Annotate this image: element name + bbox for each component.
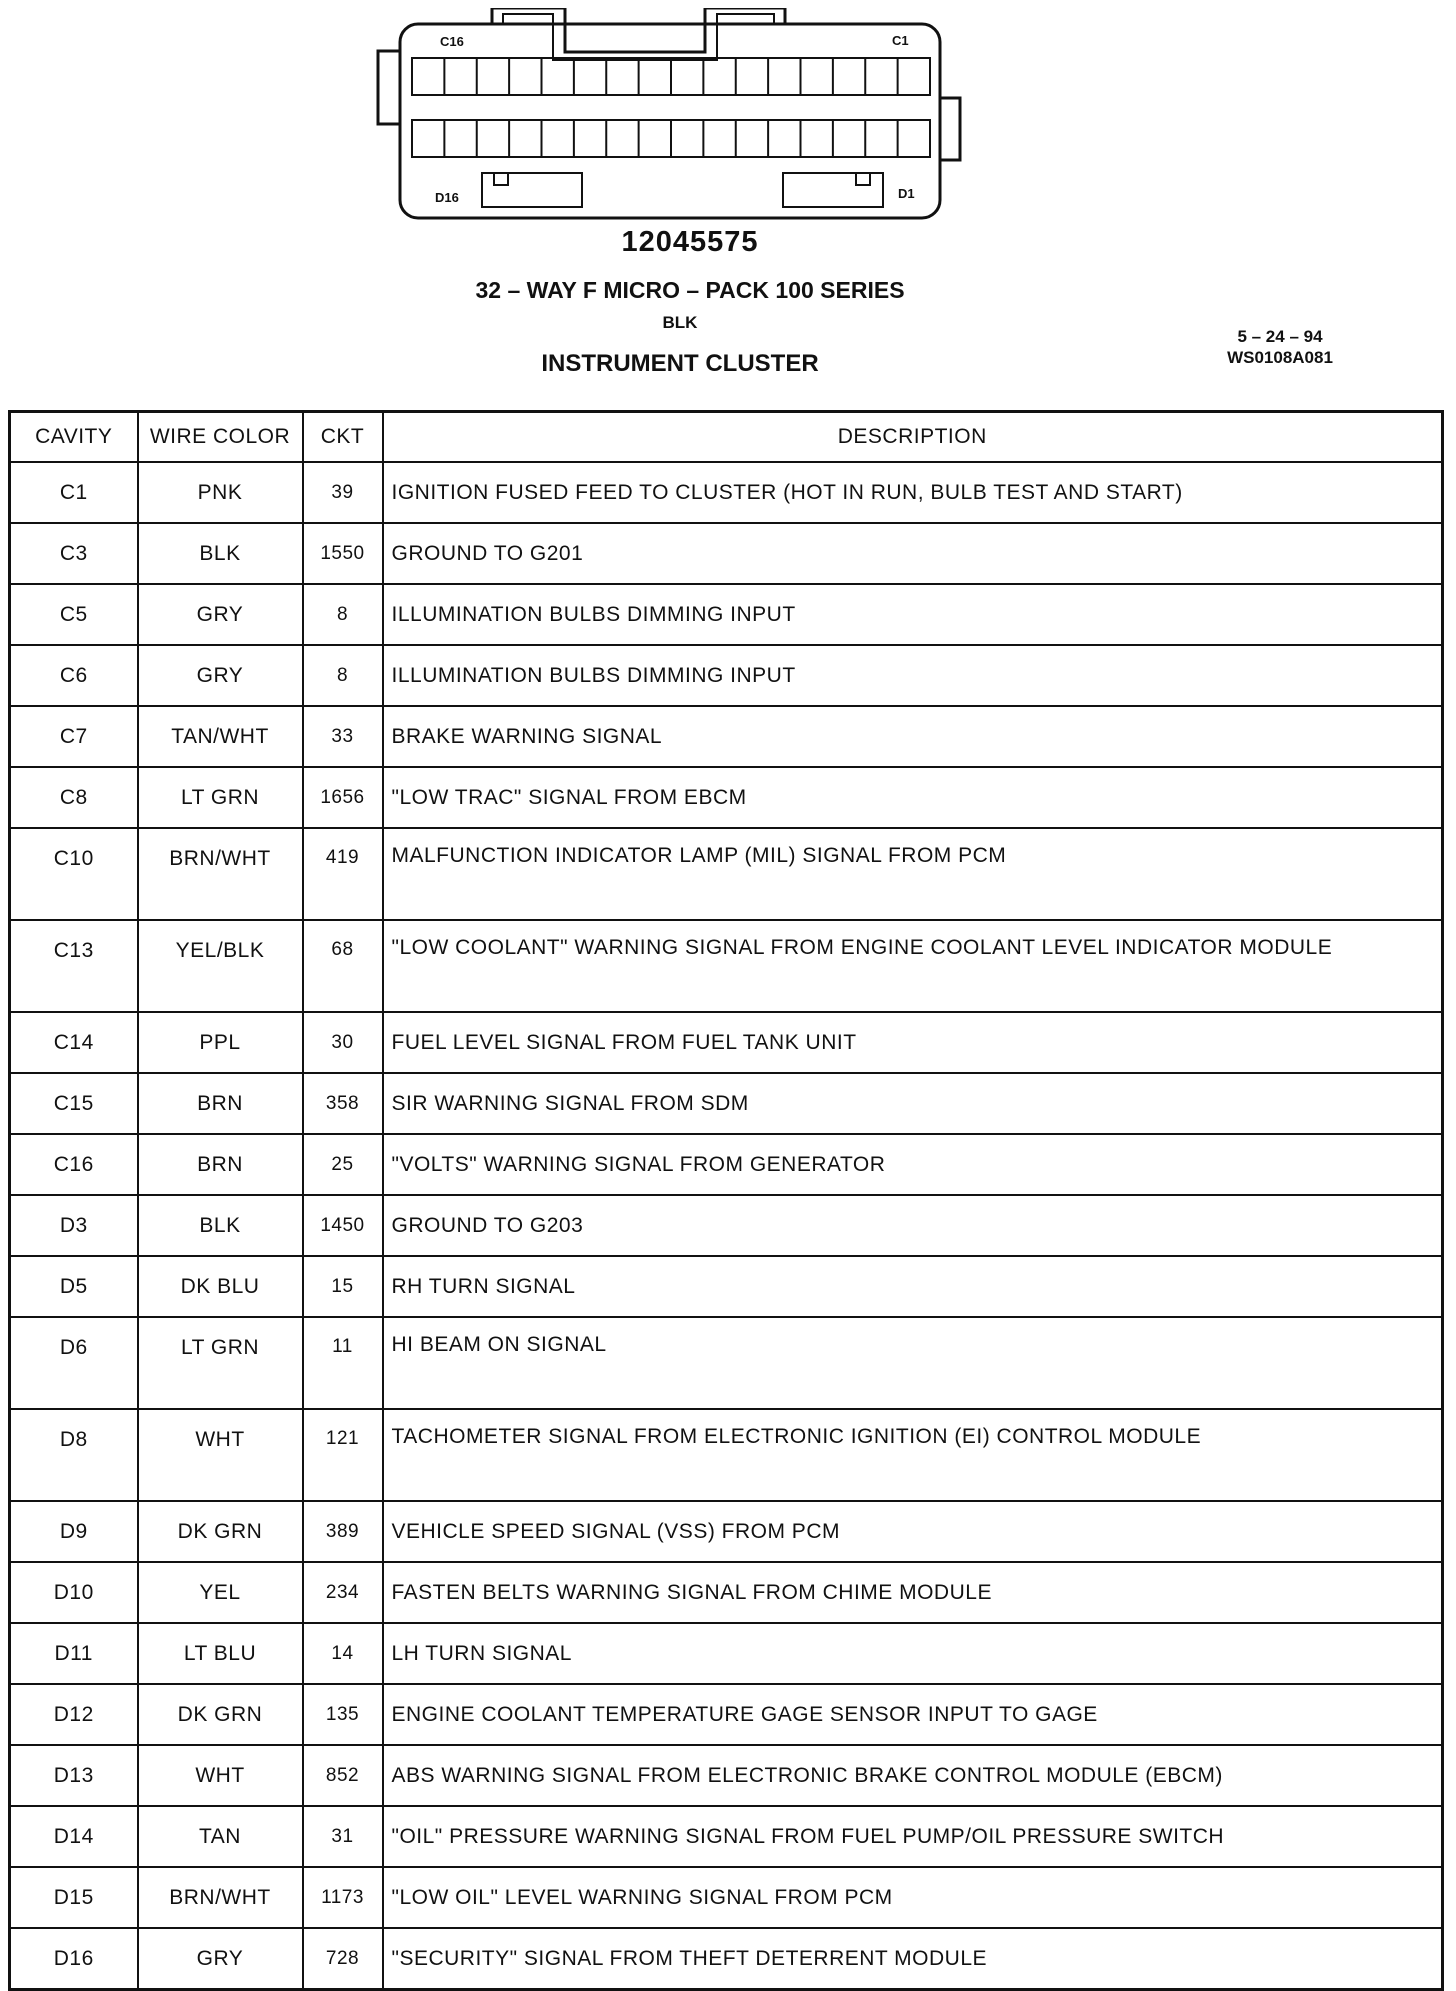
ckt-cell: 30 bbox=[303, 1012, 383, 1073]
cavity-cell: C14 bbox=[10, 1012, 138, 1073]
ckt-cell: 39 bbox=[303, 462, 383, 523]
description-cell: GROUND TO G203 bbox=[383, 1195, 1443, 1256]
wire-color-cell: PNK bbox=[138, 462, 303, 523]
label-d16: D16 bbox=[435, 190, 459, 205]
cavity-cell: D6 bbox=[10, 1317, 138, 1409]
table-row bbox=[10, 1501, 1443, 1562]
wire-color-cell: PPL bbox=[138, 1012, 303, 1073]
header-ckt: CKT bbox=[303, 412, 383, 463]
connector-type: 32 – WAY F MICRO – PACK 100 SERIES bbox=[475, 277, 905, 303]
part-number: 12045575 bbox=[621, 226, 759, 258]
ckt-cell: 11 bbox=[303, 1317, 383, 1409]
table-row bbox=[10, 1134, 1443, 1195]
description-cell: "OIL" PRESSURE WARNING SIGNAL FROM FUEL PUMP/OIL PRESSURE SWITCH bbox=[383, 1806, 1443, 1867]
ckt-cell: 1656 bbox=[303, 767, 383, 828]
wire-color-cell: BLK bbox=[138, 1195, 303, 1256]
header-wire-color: WIRE COLOR bbox=[138, 412, 303, 463]
description-cell: RH TURN SIGNAL bbox=[383, 1256, 1443, 1317]
table-row bbox=[10, 1928, 1443, 1990]
ckt-cell: 33 bbox=[303, 706, 383, 767]
wire-color-cell: TAN bbox=[138, 1806, 303, 1867]
table-row bbox=[10, 1195, 1443, 1256]
ckt-cell: 1450 bbox=[303, 1195, 383, 1256]
table-row bbox=[10, 584, 1443, 645]
cavity-cell: D16 bbox=[10, 1928, 138, 1990]
wire-color-cell: GRY bbox=[138, 645, 303, 706]
cavity-cell: D13 bbox=[10, 1745, 138, 1806]
wire-color-cell: LT BLU bbox=[138, 1623, 303, 1684]
table-row bbox=[10, 1409, 1443, 1501]
description-cell: LH TURN SIGNAL bbox=[383, 1623, 1443, 1684]
label-c16: C16 bbox=[440, 34, 464, 49]
wire-color-cell: WHT bbox=[138, 1409, 303, 1501]
description-cell: ENGINE COOLANT TEMPERATURE GAGE SENSOR INPUT TO GAGE bbox=[383, 1684, 1443, 1745]
ckt-cell: 234 bbox=[303, 1562, 383, 1623]
description-cell: BRAKE WARNING SIGNAL bbox=[383, 706, 1443, 767]
ckt-cell: 852 bbox=[303, 1745, 383, 1806]
wire-color-cell: LT GRN bbox=[138, 1317, 303, 1409]
ckt-cell: 8 bbox=[303, 645, 383, 706]
description-cell: IGNITION FUSED FEED TO CLUSTER (HOT IN RUN, BULB TEST AND START) bbox=[383, 462, 1443, 523]
key-right bbox=[783, 173, 883, 207]
description-cell: "VOLTS" WARNING SIGNAL FROM GENERATOR bbox=[383, 1134, 1443, 1195]
cavity-cell: C5 bbox=[10, 584, 138, 645]
table-row bbox=[10, 1073, 1443, 1134]
ckt-cell: 121 bbox=[303, 1409, 383, 1501]
description-cell: "SECURITY" SIGNAL FROM THEFT DETERRENT MODULE bbox=[383, 1928, 1443, 1990]
cavity-cell: C1 bbox=[10, 462, 138, 523]
wire-color-cell: BRN/WHT bbox=[138, 1867, 303, 1928]
ckt-cell: 358 bbox=[303, 1073, 383, 1134]
header-cavity: CAVITY bbox=[10, 412, 138, 463]
table-row bbox=[10, 828, 1443, 920]
wire-color-cell: BRN/WHT bbox=[138, 828, 303, 920]
description-cell: SIR WARNING SIGNAL FROM SDM bbox=[383, 1073, 1443, 1134]
reference-code: WS0108A081 bbox=[1227, 348, 1333, 367]
cavity-cell: C7 bbox=[10, 706, 138, 767]
table-row bbox=[10, 706, 1443, 767]
wire-color-cell: BRN bbox=[138, 1134, 303, 1195]
cavity-cell: C10 bbox=[10, 828, 138, 920]
ckt-cell: 1173 bbox=[303, 1867, 383, 1928]
table-row bbox=[10, 1745, 1443, 1806]
right-ear bbox=[940, 98, 960, 160]
description-cell: ABS WARNING SIGNAL FROM ELECTRONIC BRAKE CONTROL MODULE (EBCM) bbox=[383, 1745, 1443, 1806]
table-row bbox=[10, 1867, 1443, 1928]
wire-color-cell: WHT bbox=[138, 1745, 303, 1806]
cavity-cell: D9 bbox=[10, 1501, 138, 1562]
wire-color-cell: DK GRN bbox=[138, 1501, 303, 1562]
cavity-cell: D5 bbox=[10, 1256, 138, 1317]
component-name: INSTRUMENT CLUSTER bbox=[541, 350, 819, 377]
pinout-table bbox=[8, 410, 1444, 1991]
connector-color: BLK bbox=[662, 313, 698, 332]
description-cell: FASTEN BELTS WARNING SIGNAL FROM CHIME MODULE bbox=[383, 1562, 1443, 1623]
ckt-cell: 1550 bbox=[303, 523, 383, 584]
table-row bbox=[10, 1806, 1443, 1867]
table-row bbox=[10, 1317, 1443, 1409]
cavity-cell: D11 bbox=[10, 1623, 138, 1684]
description-cell: FUEL LEVEL SIGNAL FROM FUEL TANK UNIT bbox=[383, 1012, 1443, 1073]
cavity-cell: C16 bbox=[10, 1134, 138, 1195]
table-row bbox=[10, 1012, 1443, 1073]
description-cell: "LOW TRAC" SIGNAL FROM EBCM bbox=[383, 767, 1443, 828]
wire-color-cell: YEL bbox=[138, 1562, 303, 1623]
cavity-cell: C15 bbox=[10, 1073, 138, 1134]
label-d1: D1 bbox=[898, 186, 915, 201]
cavity-cell: C13 bbox=[10, 920, 138, 1012]
table-header-row bbox=[10, 412, 1443, 463]
description-cell: TACHOMETER SIGNAL FROM ELECTRONIC IGNITION (EI) CONTROL MODULE bbox=[383, 1409, 1443, 1501]
table-row bbox=[10, 1623, 1443, 1684]
description-cell: VEHICLE SPEED SIGNAL (VSS) FROM PCM bbox=[383, 1501, 1443, 1562]
wire-color-cell: YEL/BLK bbox=[138, 920, 303, 1012]
header-description: DESCRIPTION bbox=[383, 412, 1443, 463]
cavity-cell: D10 bbox=[10, 1562, 138, 1623]
cavity-cell: D12 bbox=[10, 1684, 138, 1745]
description-cell: "LOW OIL" LEVEL WARNING SIGNAL FROM PCM bbox=[383, 1867, 1443, 1928]
description-cell: GROUND TO G201 bbox=[383, 523, 1443, 584]
cavity-cell: C8 bbox=[10, 767, 138, 828]
table-row bbox=[10, 523, 1443, 584]
table-row bbox=[10, 645, 1443, 706]
description-cell: HI BEAM ON SIGNAL bbox=[383, 1317, 1443, 1409]
date-code bbox=[1180, 326, 1380, 368]
ckt-cell: 419 bbox=[303, 828, 383, 920]
ckt-cell: 68 bbox=[303, 920, 383, 1012]
ckt-cell: 728 bbox=[303, 1928, 383, 1990]
cavity-cell: D8 bbox=[10, 1409, 138, 1501]
table-row bbox=[10, 462, 1443, 523]
cavity-cell: C3 bbox=[10, 523, 138, 584]
ckt-cell: 135 bbox=[303, 1684, 383, 1745]
ckt-cell: 31 bbox=[303, 1806, 383, 1867]
cavity-cell: D14 bbox=[10, 1806, 138, 1867]
ckt-cell: 15 bbox=[303, 1256, 383, 1317]
table-row bbox=[10, 1562, 1443, 1623]
table-row bbox=[10, 1256, 1443, 1317]
description-cell: MALFUNCTION INDICATOR LAMP (MIL) SIGNAL FROM PCM bbox=[383, 828, 1443, 920]
label-c1: C1 bbox=[892, 33, 909, 48]
cavity-cell: D3 bbox=[10, 1195, 138, 1256]
wire-color-cell: BLK bbox=[138, 523, 303, 584]
wire-color-cell: GRY bbox=[138, 584, 303, 645]
wire-color-cell: DK GRN bbox=[138, 1684, 303, 1745]
ckt-cell: 14 bbox=[303, 1623, 383, 1684]
wire-color-cell: BRN bbox=[138, 1073, 303, 1134]
description-cell: ILLUMINATION BULBS DIMMING INPUT bbox=[383, 584, 1443, 645]
connector-diagram bbox=[370, 8, 970, 223]
cavity-cell: C6 bbox=[10, 645, 138, 706]
table-row bbox=[10, 920, 1443, 1012]
wire-color-cell: GRY bbox=[138, 1928, 303, 1990]
wire-color-cell: TAN/WHT bbox=[138, 706, 303, 767]
ckt-cell: 8 bbox=[303, 584, 383, 645]
table-row bbox=[10, 1684, 1443, 1745]
date: 5 – 24 – 94 bbox=[1237, 327, 1323, 346]
key-left bbox=[482, 173, 582, 207]
description-cell: "LOW COOLANT" WARNING SIGNAL FROM ENGINE COOLANT LEVEL INDICATOR MODULE bbox=[383, 920, 1443, 1012]
ckt-cell: 389 bbox=[303, 1501, 383, 1562]
cavity-cell: D15 bbox=[10, 1867, 138, 1928]
wire-color-cell: LT GRN bbox=[138, 767, 303, 828]
wire-color-cell: DK BLU bbox=[138, 1256, 303, 1317]
table-row bbox=[10, 767, 1443, 828]
description-cell: ILLUMINATION BULBS DIMMING INPUT bbox=[383, 645, 1443, 706]
left-ear bbox=[378, 51, 400, 124]
ckt-cell: 25 bbox=[303, 1134, 383, 1195]
